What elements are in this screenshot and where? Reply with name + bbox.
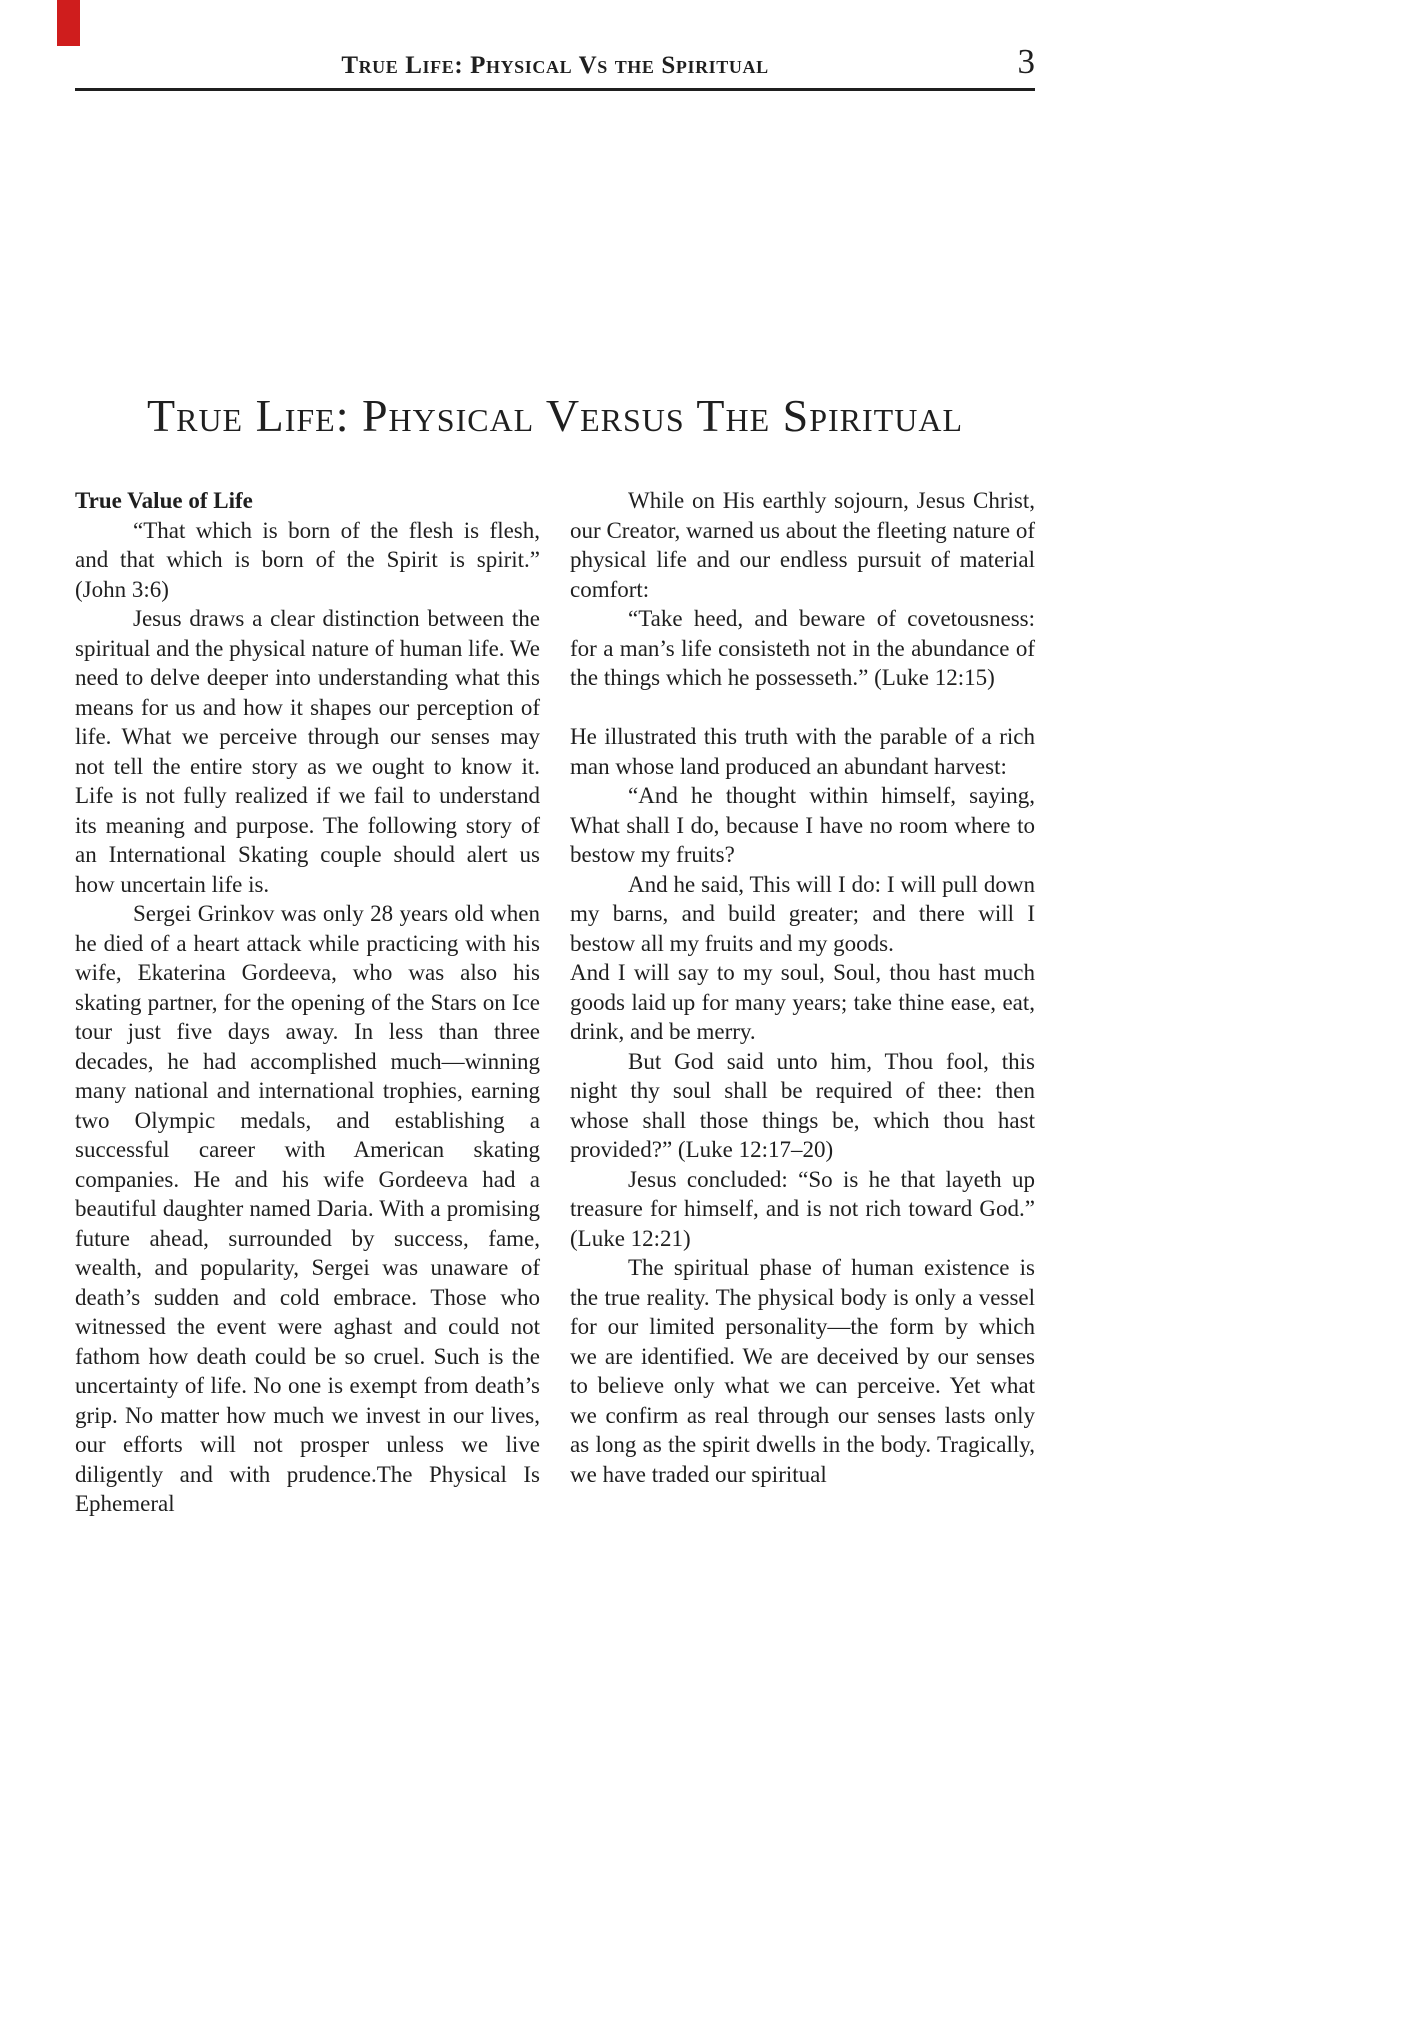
paragraph: And he said, This will I do: I will pull down my barns, and build greater; and there will I bestow all my fruits and my goods. [570,871,1035,956]
paragraph: And I will say to my soul, Soul, thou hast much goods laid up for many years; take thine ease, eat, drink, and be merry. [570,960,1035,1044]
running-header-title: True Life: Physical Vs the Spiritual [341,52,769,79]
paragraph: While on His earthly sojourn, Jesus Christ, our Creator, warned us about the fleeting nature of physical life and our endless pursuit of material comfort: [570,488,1035,602]
two-column-body [75,486,1035,1519]
paragraph: Jesus draws a clear distinction between the spiritual and the physical nature of human life. We need to delve deeper into understanding what this means for us and how it shapes our perception of life. What we perceive through our senses may not tell the entire story as we ought to know it. Life is not fully realized if we fail to understand its meaning and purpose. The following story of an International Skating couple should alert us how uncertain life is. [75,606,540,897]
page-content [75,0,1035,1519]
paragraph: The spiritual phase of human existence is the true reality. The physical body is only a vessel for our limited personality—the form by which we are identified. We are deceived by our senses to believe only what we can perceive. Yet what we confirm as real through our senses lasts only as long as the spirit dwells in the body. Tragically, we have traded our spiritual [570,1255,1035,1487]
right-column [570,486,1035,1519]
section-heading: True Value of Life [75,488,253,513]
page-header [75,0,1035,91]
page-number: 3 [1017,42,1035,81]
header-divider [75,88,1035,91]
paragraph: “Take heed, and beware of covetousness: for a man’s life consisteth not in the abundance of the things which he possesseth.” (Luke 12:15) [570,606,1035,690]
paragraph: Sergei Grinkov was only 28 years old when he died of a heart attack while practicing with his wife, Ekaterina Gordeeva, who was also his skating partner, for the opening of the Stars on Ice tour just five days away. In less than three decades, he had accomplished much—winning many national and international trophies, earning two Olympic medals, and establishing a successful career with American skating companies. He and his wife Gordeeva had a beautiful daughter named Daria. With a promising future ahead, surrounded by success, fame, wealth, and popularity, Sergei was unaware of death’s sudden and cold embrace. Those who witnessed the event were aghast and could not fathom how death could be so cruel. Such is the uncertainty of life. No one is exempt from death’s grip. No matter how much we invest in our lives, our efforts will not prosper unless we live diligently and with prudence.The Physical Is Ephemeral [75,901,540,1516]
paragraph: He illustrated this truth with the parable of a rich man whose land produced an abundant harvest: [570,724,1035,779]
paragraph: “That which is born of the flesh is flesh, and that which is born of the Spirit is spirit.” (John 3:6) [75,517,540,602]
paragraph: “And he thought within himself, saying, What shall I do, because I have no room where to bestow my fruits? [570,783,1035,867]
paragraph: But God said unto him, Thou fool, this night thy soul shall be required of thee: then whose shall those things be, which thou hast provided?” (Luke 12:17–20) [570,1048,1035,1162]
article-title: True Life: Physical Versus The Spiritual [147,390,963,441]
paragraph: Jesus concluded: “So is he that layeth up treasure for himself, and is not rich toward God.” (Luke 12:21) [570,1166,1035,1251]
left-column [75,486,540,1519]
